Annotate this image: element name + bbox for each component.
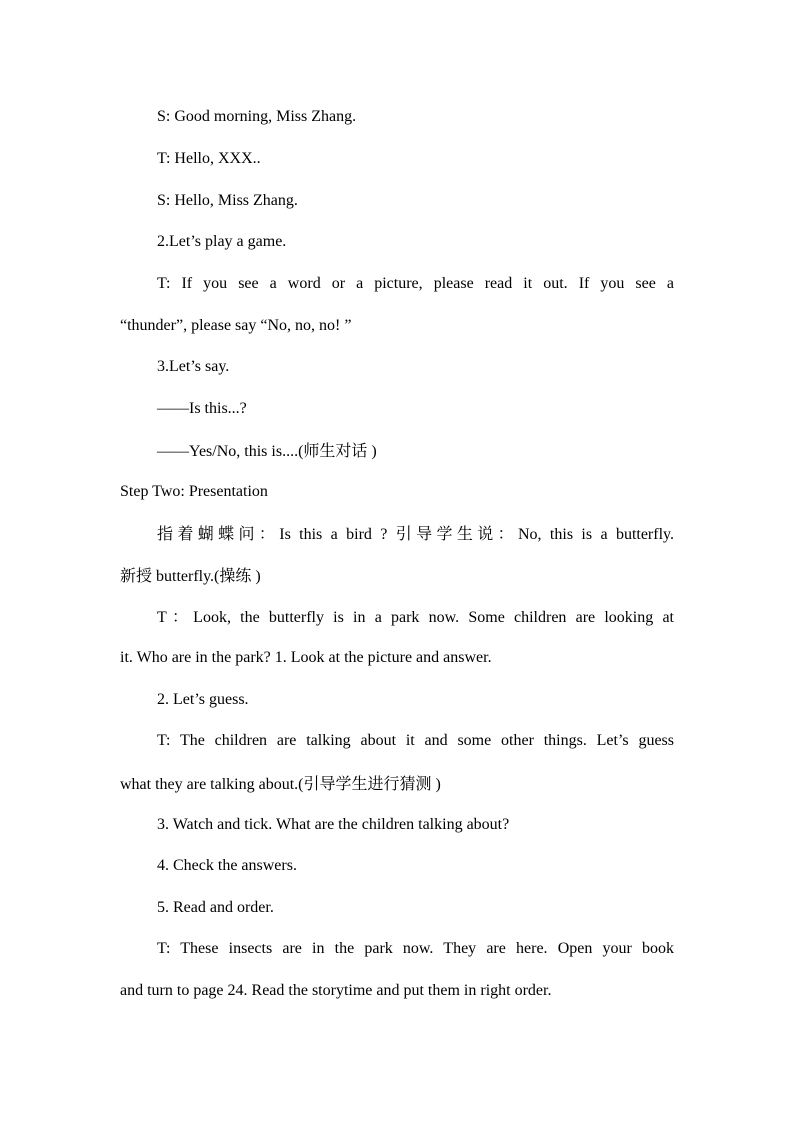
paragraph-line: what they are talking about.(引导学生进行猜测 ) [120, 776, 441, 793]
paragraph-line: T: If you see a word or a picture, please read it out. If you see a [157, 275, 674, 292]
dialogue-line: T: Hello, XXX.. [157, 150, 261, 167]
step-item: 3. Watch and tick. What are the children talking about? [157, 816, 510, 833]
dialogue-line: ——Is this...? [157, 400, 247, 417]
step-item: 2. Let’s guess. [157, 691, 249, 708]
step-item: 2.Let’s play a game. [157, 233, 287, 250]
paragraph-line: T：Look, the butterfly is in a park now. Some children are looking at [157, 609, 674, 626]
section-heading: Step Two: Presentation [120, 483, 268, 500]
paragraph-line: it. Who are in the park? 1. Look at the picture and answer. [120, 649, 492, 666]
dialogue-line: ——Yes/No, this is....(师生对话 ) [157, 443, 377, 460]
paragraph-line: T: These insects are in the park now. They are here. Open your book [157, 940, 674, 957]
paragraph-line: 新授 butterfly.(操练 ) [120, 568, 261, 585]
step-item: 4. Check the answers. [157, 857, 297, 874]
dialogue-line: S: Good morning, Miss Zhang. [157, 108, 357, 125]
paragraph-line: T: The children are talking about it and some other things. Let’s guess [157, 732, 674, 749]
paragraph-line: and turn to page 24. Read the storytime and put them in right order. [120, 982, 552, 999]
paragraph-line: 指着蝴蝶问：Is this a bird ? 引导学生说：No, this is a butterfly. [157, 526, 674, 543]
step-item: 5. Read and order. [157, 899, 274, 916]
step-item: 3.Let’s say. [157, 358, 230, 375]
dialogue-line: S: Hello, Miss Zhang. [157, 192, 298, 209]
paragraph-line: “thunder”, please say “No, no, no! ” [120, 317, 352, 334]
